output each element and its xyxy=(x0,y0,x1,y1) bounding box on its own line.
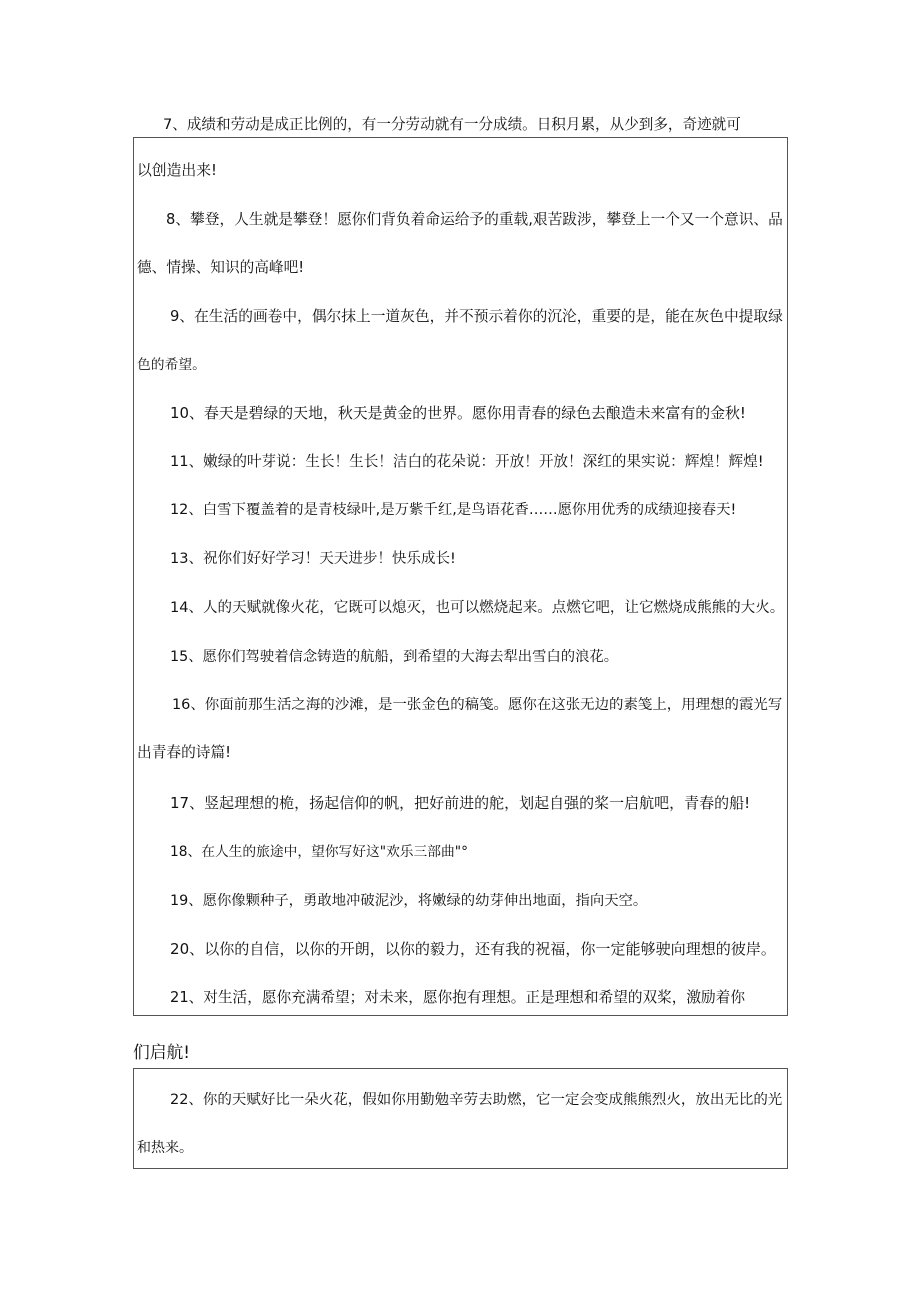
paragraph-19: 19、愿你像颗种子，勇敢地冲破泥沙，将嫩绿的幼芽伸出地面，指向天空。 xyxy=(170,893,648,909)
paragraph-9-line-1: 9、在生活的画卷中，偶尔抹上一道灰色，并不预示着你的沉沦，重要的是，能在灰色中提取绿 xyxy=(170,308,783,325)
paragraph-7-line-1: 7、成绩和劳动是成正比例的，有一分劳动就有一分成绩。日积月累，从少到多，奇迹就可 xyxy=(163,116,741,133)
paragraph-8-line-1: 8、攀登，人生就是攀登！愿你们背负着命运给予的重载,艰苦跋涉，攀登上一个又一个意识、品 xyxy=(166,211,783,228)
paragraph-9-line-2: 色的希望。 xyxy=(137,357,206,373)
text-frame-bottom xyxy=(133,1068,788,1169)
paragraph-14: 14、人的天赋就像火花，它既可以熄灭，也可以燃烧起来。点燃它吧，让它燃烧成熊熊的大火。 xyxy=(170,600,785,616)
paragraph-22-line-2: 和热来。 xyxy=(137,1140,193,1156)
paragraph-17: 17、竖起理想的桅，扬起信仰的帆，把好前进的舵，划起自强的桨一启航吧，青春的船! xyxy=(170,794,751,812)
paragraph-16-line-2: 出青春的诗篇! xyxy=(137,744,232,761)
paragraph-8-line-2: 德、情操、知识的高峰吧! xyxy=(137,259,305,276)
paragraph-12: 12、白雪下覆盖着的是青枝绿叶,是万紫千红,是鸟语花香……愿你用优秀的成绩迎接春天! xyxy=(170,502,737,518)
paragraph-16-line-1: 16、你面前那生活之海的沙滩，是一张金色的稿笺。愿你在这张无边的素笺上，用理想的霞光写 xyxy=(172,697,783,713)
paragraph-11: 11、嫩绿的叶芽说：生长！生长！洁白的花朵说：开放！开放！深红的果实说：辉煌！辉煌! xyxy=(170,453,764,470)
paragraph-22-line-1: 22、你的天赋好比一朵火花，假如你用勤勉辛劳去助燃，它一定会变成熊熊烈火，放出无比的光 xyxy=(170,1092,783,1108)
paragraph-15: 15、愿你们驾驶着信念铸造的航船，到希望的大海去犁出雪白的浪花。 xyxy=(170,649,619,665)
paragraph-21-line-1: 21、对生活，愿你充满希望；对未来，愿你抱有理想。正是理想和希望的双桨，激励着你 xyxy=(170,989,745,1006)
paragraph-7-line-2: 以创造出来! xyxy=(137,162,218,179)
paragraph-13: 13、祝你们好好学习！天天进步！快乐成长! xyxy=(170,551,456,567)
paragraph-21-line-2: 们启航! xyxy=(133,1042,191,1062)
paragraph-20: 20、以你的自信，以你的开朗，以你的毅力，还有我的祝福，你一定能够驶向理想的彼岸。 xyxy=(170,940,776,958)
paragraph-10: 10、春天是碧绿的天地，秋天是黄金的世界。愿你用青春的绿色去酿造未来富有的金秋! xyxy=(170,404,746,422)
paragraph-18: 18、在人生的旅途中，望你写好这"欢乐三部曲"° xyxy=(170,844,468,860)
